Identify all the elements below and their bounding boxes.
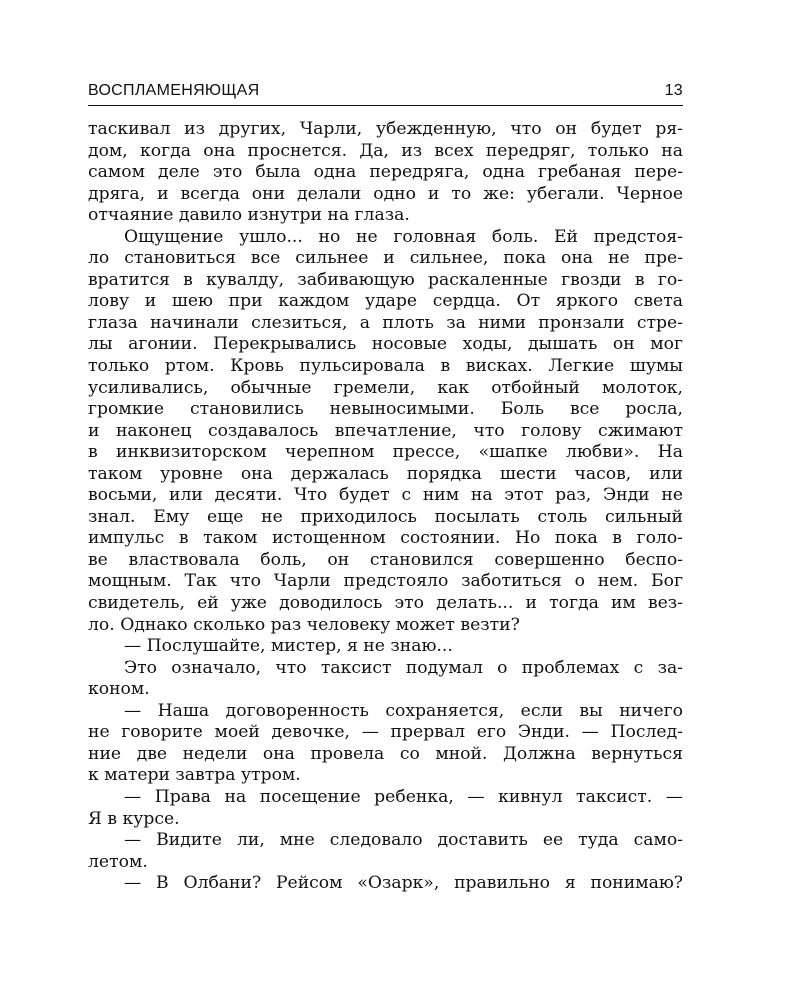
text-line: — Права на посещение ребенка, — кивнул таксист. — [124, 786, 683, 807]
text-line: летом. [88, 851, 148, 872]
text-line: восьми, или десяти. Что будет с ним на этот раз, Энди не [88, 485, 683, 506]
text-line: отчаяние давило изнутри на глаза. [88, 205, 410, 226]
text-line: дряга, и всегда они делали одно и то же: убегали. Черное [88, 183, 683, 204]
text-line: знал. Ему еще не приходилось посылать столь сильный [88, 506, 683, 527]
text-line: в инквизиторском черепном прессе, «шапке любви». На [88, 442, 683, 463]
text-line: и наконец создавалось впечатление, что голову сжимают [88, 420, 683, 441]
text-line: таком уровне она держалась порядка шести часов, или [88, 463, 683, 484]
text-line: самом деле это была одна передряга, одна гребаная пере- [88, 162, 683, 183]
text-line: ло становиться все сильнее и сильнее, пока она не пре- [88, 248, 683, 269]
text-line: — Видите ли, мне следовало доставить ее туда само- [124, 830, 683, 851]
text-line: вратится в кувалду, забивающую раскаленные гвозди в го- [88, 269, 683, 290]
text-line: Ощущение ушло... но не головная боль. Ей предстоя- [124, 226, 683, 247]
text-line: громкие становились невыносимыми. Боль все росла, [88, 399, 683, 420]
text-line: таскивал из других, Чарли, убежденную, что он будет ря- [88, 119, 683, 139]
header-rule [88, 105, 683, 106]
book-page [88, 80, 683, 895]
text-line: не говорите моей девочке, — прервал его Энди. — Послед- [88, 722, 683, 743]
book-title: ВОСПЛАМЕНЯЮЩАЯ [88, 82, 260, 99]
text-line: — Наша договоренность сохраняется, если вы ничего [124, 700, 683, 721]
text-line: дом, когда она проснется. Да, из всех передряг, только на [88, 140, 683, 161]
text-line: только ртом. Кровь пульсировала в висках. Легкие шумы [88, 356, 683, 377]
text-line: ве властвовала боль, он становился совершенно беспо- [88, 549, 683, 570]
text-line: свидетель, ей уже доводилось это делать... и тогда им вез- [88, 593, 683, 614]
text-line: глаза начинали слезиться, а плоть за ними пронзали стре- [88, 312, 683, 333]
text-line: мощным. Так что Чарли предстояло заботиться о нем. Бог [88, 571, 683, 592]
text-line: лову и шею при каждом ударе сердца. От яркого света [88, 291, 683, 312]
text-line: ло. Однако сколько раз человеку может везти? [88, 614, 520, 635]
text-line: усиливались, обычные гремели, как отбойный молоток, [88, 377, 683, 398]
running-header [88, 80, 683, 102]
text-line: Это означало, что таксист подумал о проблемах с за- [124, 657, 683, 678]
body-text [88, 119, 683, 895]
text-line: к матери завтра утром. [88, 765, 301, 786]
page-number: 13 [664, 82, 683, 99]
text-line: импульс в таком истощенном состоянии. Но пока в голо- [88, 528, 683, 549]
text-line: — В Олбани? Рейсом «Озарк», правильно я понимаю? [124, 873, 683, 894]
text-line: коном. [88, 679, 150, 700]
text-line: Я в курсе. [88, 808, 180, 829]
text-line: лы агонии. Перекрывались носовые ходы, дышать он мог [88, 334, 683, 355]
text-line: — Послушайте, мистер, я не знаю... [124, 636, 453, 657]
text-line: ние две недели она провела со мной. Должна вернуться [88, 743, 683, 764]
